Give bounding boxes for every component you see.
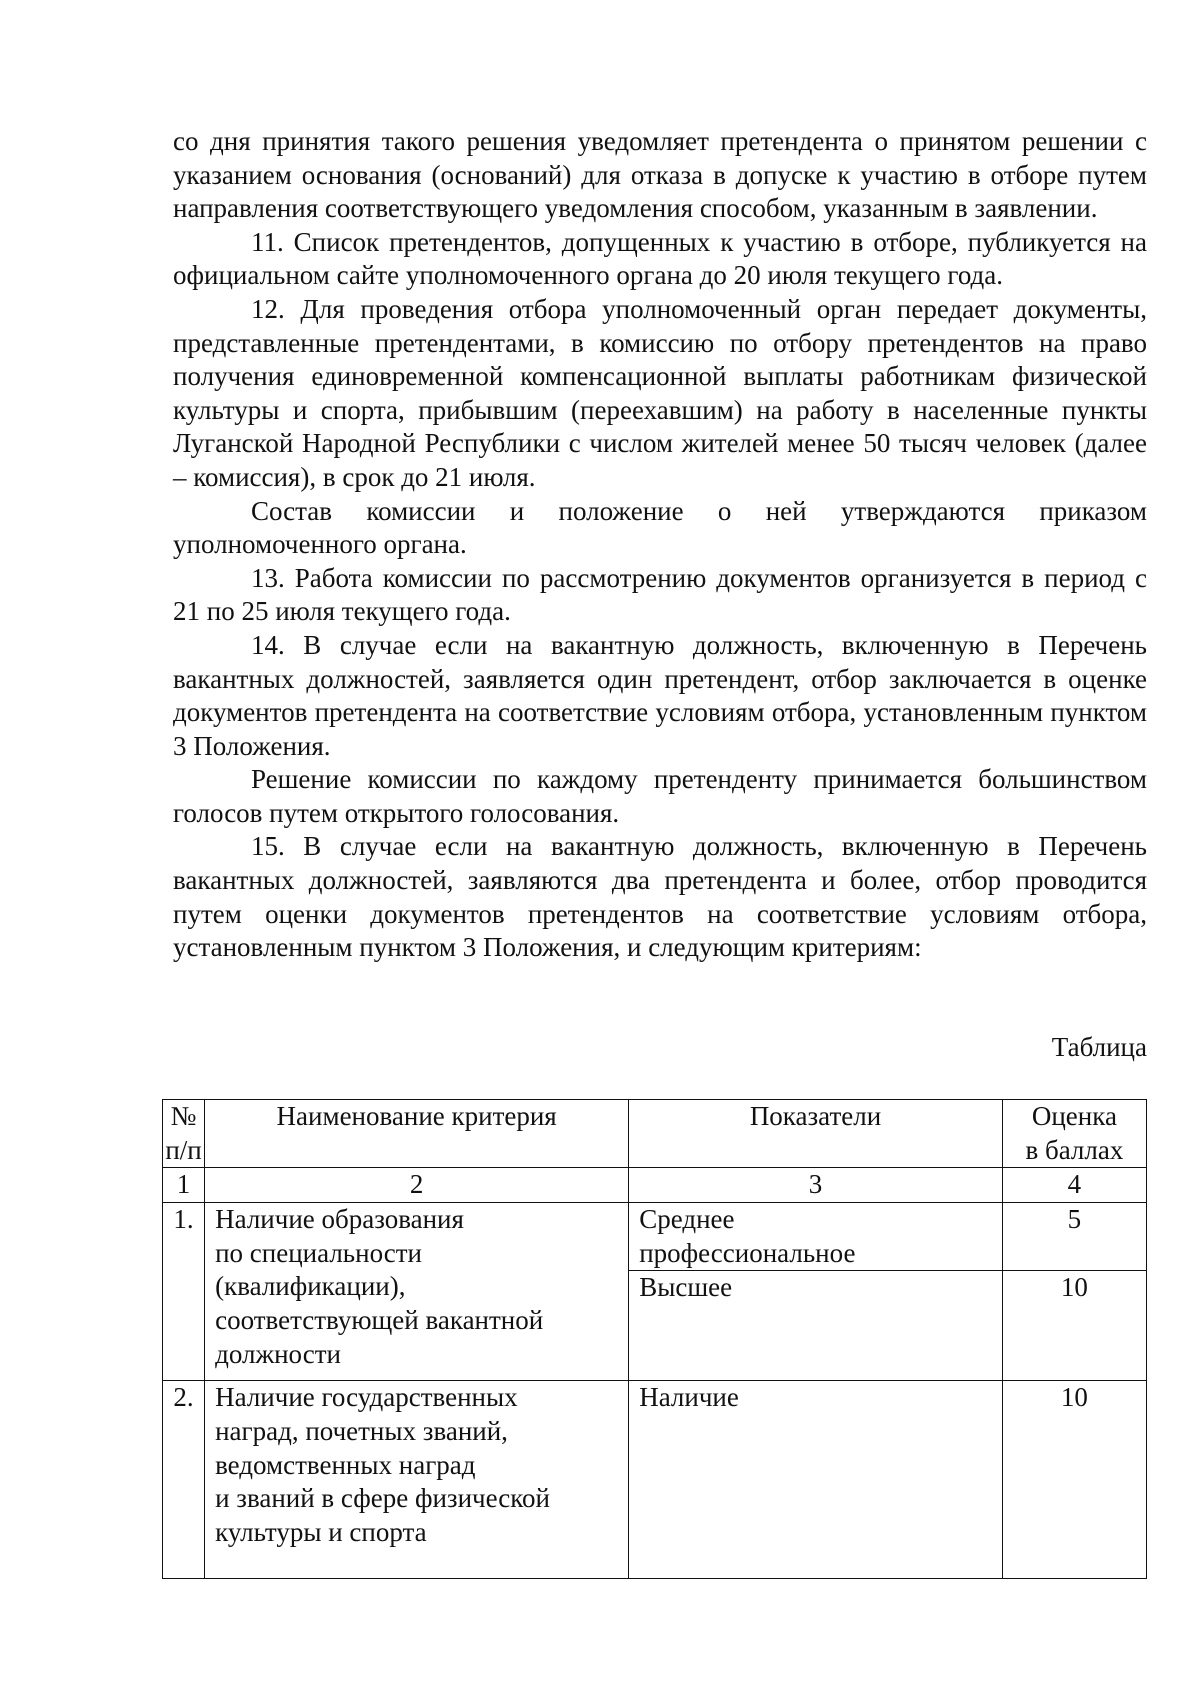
- score-cell: 10: [1002, 1381, 1146, 1579]
- header-criterion-name: Наименование критерия: [205, 1100, 629, 1168]
- indicator-line: Среднее: [639, 1204, 735, 1235]
- paragraph-commission-decision: Решение комиссии по каждому претенденту принимается большинством голосов путем открытого голосования.: [173, 764, 1147, 828]
- indicator-cell: [629, 1271, 1003, 1381]
- table-header-row: [163, 1100, 1147, 1168]
- paragraph-11: 11. Список претендентов, допущенных к участию в отборе, публикуется на официальном сайте уполномоченного органа до 20 июля текущего года.: [173, 226, 1147, 291]
- header-num: [163, 1100, 205, 1168]
- criterion-line: должности: [215, 1338, 341, 1369]
- paragraph-continuation: со дня принятия такого решения уведомляет претендента о принятом решении с указанием основания (оснований) для отказа в допуске к участию в отборе путем направления соответствующего уведомления способом, указанным в заявлении.: [173, 126, 1147, 224]
- criterion-cell: [205, 1203, 629, 1381]
- criterion-line: по специальности: [215, 1237, 422, 1268]
- criterion-line: культуры и спорта: [215, 1516, 427, 1547]
- criterion-line: наград, почетных званий,: [215, 1415, 508, 1446]
- paragraph-commission-composition: Состав комиссии и положение о ней утверждаются приказом уполномоченного органа.: [173, 495, 1147, 560]
- table-row: [163, 1203, 1147, 1271]
- header-indicators: Показатели: [629, 1100, 1003, 1168]
- criterion-line: (квалификации),: [215, 1271, 406, 1302]
- criterion-line: ведомственных наград: [215, 1449, 476, 1480]
- table-column-numbers-row: [163, 1168, 1147, 1203]
- header-score: [1002, 1100, 1146, 1168]
- score-cell: 10: [1002, 1271, 1146, 1381]
- column-number: 2: [205, 1168, 629, 1203]
- column-number: 1: [163, 1168, 205, 1203]
- criterion-line: и званий в сфере физической: [215, 1483, 550, 1514]
- indicator-cell: [629, 1203, 1003, 1271]
- criterion-line: Наличие образования: [215, 1204, 464, 1235]
- header-num-line2: п/п: [165, 1134, 202, 1165]
- paragraph-12: 12. Для проведения отбора уполномоченный орган передает документы, представленные претендентами, в комиссию по отбору претендентов на право получения единовременной компенсационной выплаты работникам физической культуры и спорта, прибывшим (переехавшим) на работу в населенные пункты Луганской Народной Республики с числом жителей менее 50 тысяч человек (далее – комиссия), в срок до 21 июля.: [173, 293, 1147, 492]
- paragraph-15: 15. В случае если на вакантную должность, включенную в Перечень вакантных должностей, заявляются два претендента и более, отбор проводится путем оценки документов претендентов на соответствие условиям отбора, установленным пунктом 3 Положения, и следующим критериям:: [173, 831, 1147, 963]
- score-cell: 5: [1002, 1203, 1146, 1271]
- indicator-line: Высшее: [639, 1272, 733, 1303]
- indicator-line: Наличие: [639, 1382, 739, 1413]
- header-score-line2: в баллах: [1025, 1134, 1124, 1165]
- table-caption: Таблица: [1051, 1032, 1147, 1062]
- criterion-line: Наличие государственных: [215, 1382, 518, 1413]
- body-text: [173, 125, 1147, 965]
- indicator-line: профессиональное: [639, 1237, 856, 1268]
- criterion-line: соответствующей вакантной: [215, 1304, 544, 1335]
- paragraph-14: 14. В случае если на вакантную должность, включенную в Перечень вакантных должностей, заявляется один претендент, отбор заключается в оценке документов претендента на соответствие условиям отбора, установленным пунктом 3 Положения.: [173, 629, 1147, 761]
- criteria-table: [162, 1099, 1147, 1579]
- indicator-cell: [629, 1381, 1003, 1579]
- header-score-line1: Оценка: [1031, 1101, 1117, 1131]
- row-number: 1.: [163, 1203, 205, 1381]
- row-number: 2.: [163, 1381, 205, 1579]
- table-row: [163, 1381, 1147, 1579]
- criterion-cell: [205, 1381, 629, 1579]
- column-number: 3: [629, 1168, 1003, 1203]
- column-number: 4: [1002, 1168, 1146, 1203]
- paragraph-13: 13. Работа комиссии по рассмотрению документов организуется в период с 21 по 25 июля текущего года.: [173, 562, 1147, 627]
- header-num-line1: №: [170, 1101, 197, 1131]
